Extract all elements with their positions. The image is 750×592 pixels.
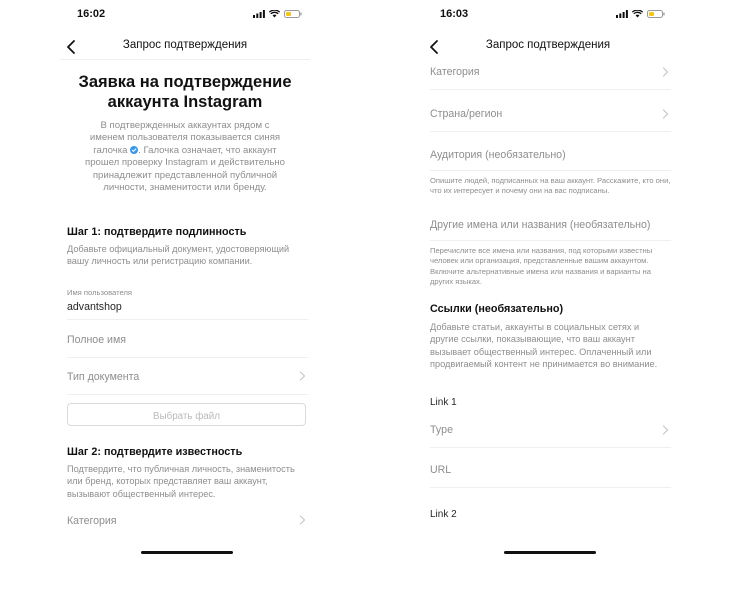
chevron-right-icon [662,425,669,435]
step2-title: Шаг 2: подтвердите известность [67,446,243,458]
right-phone-screen [423,0,673,592]
chevron-right-icon [662,67,669,77]
category-placeholder: Категория [430,66,480,78]
status-time: 16:02 [77,8,106,20]
battery-icon [647,10,665,18]
category-select[interactable] [430,64,671,90]
other-names-hint: Перечислите все имена или названия, под которыми известны человек или организация, представленные вашим аккаунтом. Включите альтернативные имена или названия и варианты на других языках. [430,246,653,287]
other-names-input[interactable] [430,217,671,241]
link2-label: Link 2 [430,509,457,520]
category-placeholder: Категория [67,515,117,527]
full-name-field[interactable] [67,330,308,358]
link1-type-placeholder: Type [430,424,453,436]
country-placeholder: Страна/регион [430,108,503,120]
battery-icon [284,10,302,18]
audience-input[interactable] [430,147,671,171]
status-time: 16:03 [440,8,469,20]
document-type-select[interactable] [67,367,308,395]
page-title: Запрос подтверждения [122,39,248,51]
nav-bar [423,34,673,60]
username-label: Имя пользователя [67,288,132,297]
home-indicator[interactable] [504,551,596,554]
cellular-signal-icon [616,10,628,18]
username-value: advantshop [67,301,122,313]
verified-badge-icon [130,146,138,154]
home-indicator[interactable] [141,551,233,554]
nav-bar [60,34,310,60]
links-description: Добавьте статьи, аккаунты в социальных сетях и другие ссылки, показывающие, что ваш аккаунт вызывает общественный интерес. Оплаченный или продвигаемый контент не принимается во внимание. [430,322,658,369]
step2-description: Подтвердите, что публичная личность, знаменитость или бренд, которых представляет ваш аккаунт, вызывают общественный интерес. [67,464,295,499]
chevron-right-icon [299,371,306,381]
status-bar [60,8,310,24]
username-field[interactable] [67,288,308,320]
cellular-signal-icon [253,10,265,18]
link1-url-input[interactable] [430,462,671,488]
other-names-placeholder: Другие имена или названия (необязательно) [430,219,651,231]
choose-file-button[interactable]: Выбрать файл [67,403,306,426]
link1-label: Link 1 [430,397,457,408]
links-title: Ссылки (необязательно) [430,303,564,315]
wifi-icon [632,10,643,18]
chevron-right-icon [299,515,306,525]
category-select[interactable] [67,512,308,536]
step1-description: Добавьте официальный документ, удостоверяющий вашу личность или регистрацию компании. [67,244,290,267]
audience-hint: Опишите людей, подписанных на ваш аккаунт. Расскажите, кто они, что их интересует и почему они на вас подписаны. [430,176,671,196]
wifi-icon [269,10,280,18]
document-type-placeholder: Тип документа [67,371,140,383]
hero-title: Заявка на подтверждение аккаунта Instagram [78,73,292,111]
chevron-right-icon [662,109,669,119]
link1-type-select[interactable] [430,422,671,448]
country-select[interactable] [430,106,671,132]
audience-placeholder: Аудитория (необязательно) [430,149,566,161]
left-phone-screen [60,0,310,592]
status-bar [423,8,673,24]
nav-divider [60,59,310,60]
full-name-placeholder: Полное имя [67,334,126,346]
hero-description: В подтвержденных аккаунтах рядом с именем пользователя показывается синяя галочка . Галочка означает, что аккаунт прошел проверку Instagram и действительно принадлежит представленной публичной личности, знаменитости или бренду. [85,120,285,194]
page-title: Запрос подтверждения [485,39,611,51]
link1-url-placeholder: URL [430,464,452,476]
step1-title: Шаг 1: подтвердите подлинность [67,226,247,238]
